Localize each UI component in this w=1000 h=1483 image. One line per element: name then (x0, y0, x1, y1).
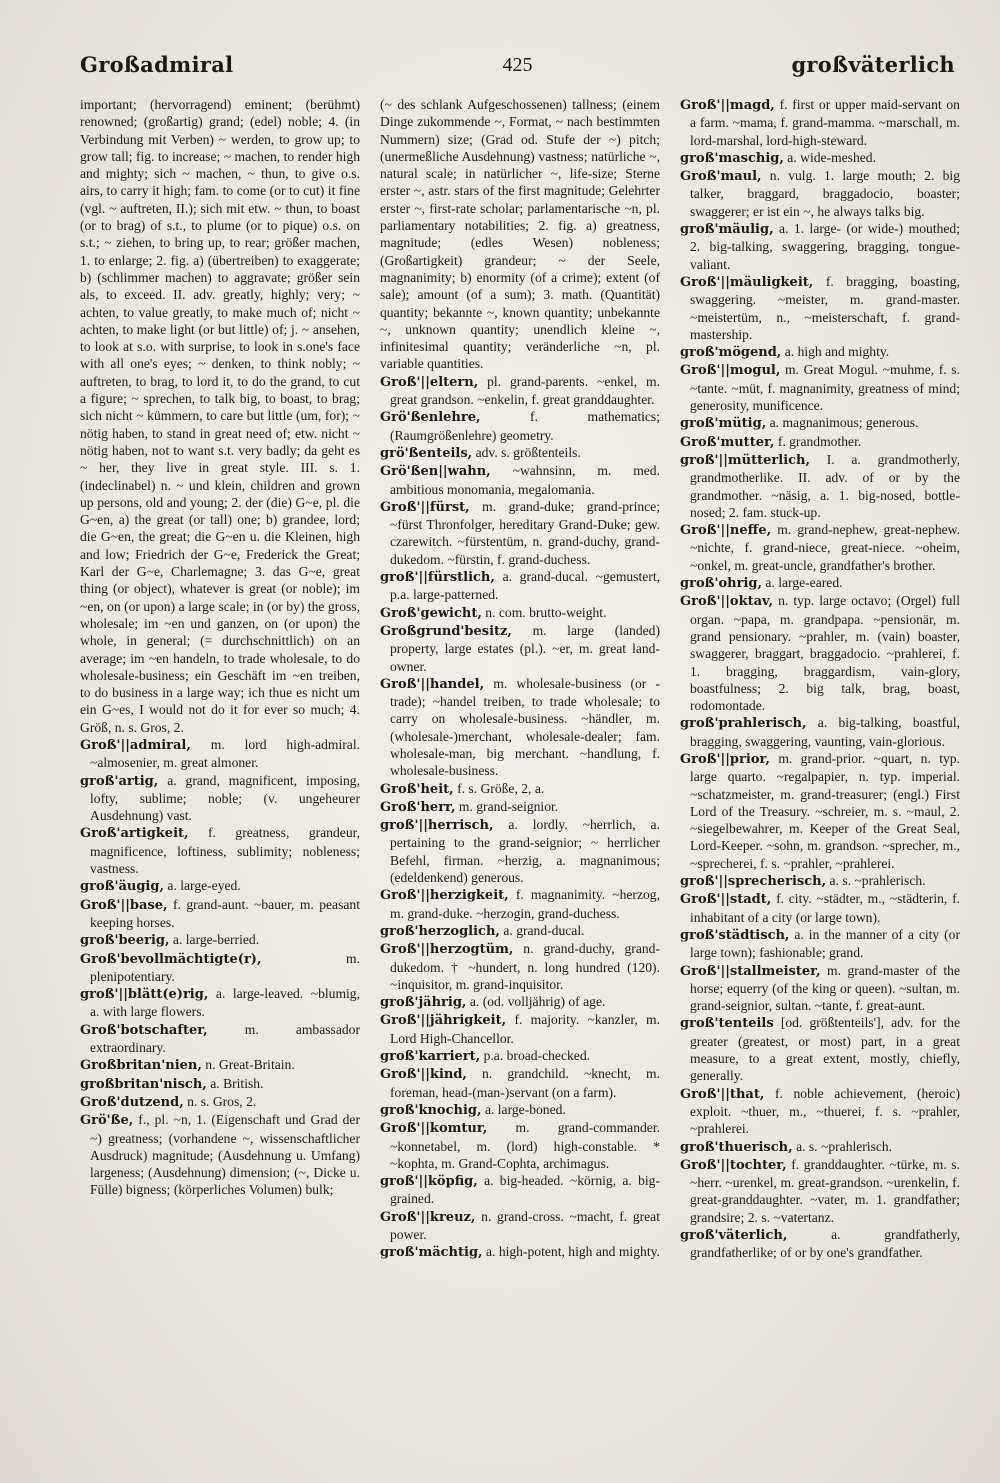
dictionary-entry (380, 1208, 660, 1244)
entry-definition: f. city. ~städter, m., ~städterin, f. inhabitant of a city (or large town). (690, 891, 960, 925)
entry-headword: groß'mütig, (680, 416, 767, 432)
entry-definition: n. grand-cross. ~macht, f. great power. (390, 1208, 660, 1242)
dictionary-entry (680, 149, 960, 167)
entry-definition: f. magnanimity. ~herzog, m. grand-duke. ~herzogin, grand-duchess. (390, 887, 660, 921)
dictionary-entry (80, 877, 360, 895)
dictionary-entry (380, 1011, 660, 1047)
entry-headword: Groß'||fürst, (380, 499, 470, 515)
entry-headword: groß'herzoglich, (380, 923, 500, 939)
entry-definition: f. mathematics; (Raumgrößenlehre) geometry. (390, 409, 660, 443)
entry-headword: groß'tenteils (680, 1016, 774, 1032)
dictionary-entry (380, 1119, 660, 1172)
dictionary-entry (680, 1226, 960, 1262)
entry-definition: a. grand, magnificent, imposing, lofty, sublime; noble; (v. ungeheurer Ausdehnung) vast. (90, 772, 360, 824)
entry-headword: Groß'||neffe, (680, 523, 772, 539)
dictionary-entry (680, 1138, 960, 1156)
dictionary-entry (380, 498, 660, 568)
dictionary-entry (380, 993, 660, 1011)
dictionary-entry (380, 922, 660, 940)
column-middle (380, 96, 660, 1426)
dictionary-entry (680, 343, 960, 361)
entry-definition: [od. größtenteils'], adv. for the greater (greatest, or most) part, in a great measure, to a great extent, mostly, chiefly, generally. (690, 1015, 960, 1084)
dictionary-columns (80, 96, 960, 1426)
entry-headword: Groß'||tochter, (680, 1157, 787, 1173)
entry-definition: a. large-boned. (484, 1101, 566, 1117)
entry-headword: Grö'ßen||wahn, (380, 464, 491, 480)
dictionary-entry (80, 950, 360, 986)
entry-headword: groß'||mütterlich, (680, 452, 811, 468)
entry-definition: m. lord high-admiral. ~almosenier, m. great almoner. (90, 736, 360, 771)
entry-definition: a. large-berried. (172, 932, 260, 948)
entry-definition: p.a. broad-checked. (483, 1048, 591, 1064)
entry-headword: groß'jährig, (380, 995, 467, 1011)
dictionary-entry (380, 444, 660, 462)
dictionary-entry (680, 714, 960, 750)
entry-definition: a. high-potent, high and mighty. (485, 1244, 660, 1260)
entry-definition: (~ des schlank Aufgeschossenen) tallness; (einem Dinge zukommende ~, Format, ~ nach bestimmten Nummern) size; (Grad od. Stufe der ~) pitch; (unermeßliche Ausdehnung) vastness; natürliche ~, natural scale; in natürlicher ~, life-size; Sterne erster ~, astr. stars of the first magnitude; Gelehrter erster ~, first-rate scholar; parlamentarische ~n, pl. parliamentary notabilities; 2. fig. a) greatness, magnitude; (edles Wesen) nobleness; (Großartigkeit) grandeur; ~ der Seele, magnanimity; b) enormity (of a crime); extent (of sale); amount (of a sum); 3. math. (Quantität) quantity; bekannte ~, known quantity; unbekannte ~, unknown quantity; unendlich kleine ~, infinitesimal quantity; veränderliche ~n, pl. variable quantities. (380, 97, 660, 372)
entry-definition: n. Great-Britain. (205, 1057, 295, 1073)
dictionary-entry (680, 167, 960, 220)
entry-headword: groß'||sprecherisch, (680, 874, 827, 890)
entry-headword: Groß'||eltern, (380, 374, 479, 390)
entry-definition: a. s. ~prahlerisch. (829, 873, 926, 889)
entry-definition: a. 1. large- (or wide-) mouthed; 2. big-talking, swaggering, bragging, tongue-valiant. (690, 221, 960, 272)
dictionary-entry (80, 1093, 360, 1111)
entry-headword: Groß'||oktav, (680, 594, 774, 610)
entry-definition: I. a. grandmotherly, grandmotherlike. II. adv. of or by the grandmother. ~näsig, a. 1. big-nosed, bottle-nosed; 2. fam. stuck-up. (690, 451, 960, 520)
dictionary-entry (680, 926, 960, 962)
entry-definition: a. high and mighty. (784, 344, 890, 360)
entry-definition: a. s. ~prahlerisch. (796, 1138, 893, 1154)
dictionary-entry (380, 96, 660, 373)
entry-definition: f. s. Größe, 2, a. (457, 780, 545, 796)
entry-headword: groß'prahlerisch, (680, 716, 807, 732)
entry-definition: f. granddaughter. ~türke, m. s. ~herr. ~urenkel, m. great-grandson. ~urenkelin, f. great-granddaughter. ~vater, m. 1. grandfather; grandsire; 2. s. ~vatertanz. (690, 1156, 960, 1225)
entry-headword: Groß'||base, (80, 897, 168, 913)
entry-headword: Groß'||stadt, (680, 892, 772, 908)
entry-headword: Groß'||mogul, (680, 363, 781, 379)
dictionary-entry (80, 96, 360, 736)
entry-headword: groß'||blätt(e)rig, (80, 987, 209, 1003)
entry-definition: m. grand-nephew, great-nephew. ~nichte, f. grand-niece, great-niece. ~oheim, ~onkel, m. great-uncle, grandfather's brother. (690, 522, 960, 573)
dictionary-entry (80, 1021, 360, 1057)
dictionary-entry (680, 433, 960, 451)
dictionary-entry (80, 824, 360, 877)
running-header (80, 52, 955, 88)
entry-headword: groß'mächtig, (380, 1245, 483, 1261)
entry-definition: f. majority. ~kanzler, m. Lord High-Chancellor. (390, 1012, 660, 1046)
entry-definition: f. grand-aunt. ~bauer, m. peasant keeping horses. (90, 896, 360, 930)
entry-definition: a. big-headed. ~körnig, a. big-grained. (390, 1173, 660, 1207)
dictionary-entry (680, 750, 960, 872)
dictionary-entry (680, 361, 960, 414)
entry-headword: Groß'||mäuligkeit, (680, 274, 814, 290)
entry-headword: Groß'maul, (680, 169, 762, 185)
dictionary-entry (80, 772, 360, 825)
entry-definition: n. vulg. 1. large mouth; 2. big talker, braggard, braggadocio, boaster; swaggerer; er ist ein ~, he always talks big. (690, 168, 960, 219)
entry-headword: Großgrund'besitz, (380, 623, 512, 639)
dictionary-entry (380, 604, 660, 622)
entry-definition: m. plenipotentiary. (90, 950, 360, 984)
dictionary-entry (680, 1156, 960, 1226)
entry-headword: Groß'||kind, (380, 1067, 467, 1083)
entry-headword: Groß'mutter, (680, 434, 775, 450)
dictionary-entry (380, 408, 660, 444)
entry-headword: Groß'||herzogtüm, (380, 942, 514, 958)
entry-definition: a. grandfatherly, grandfatherlike; of or by one's grandfather. (690, 1227, 960, 1261)
dictionary-entry (80, 931, 360, 949)
entry-definition: n. com. brutto-weight. (485, 604, 607, 620)
entry-headword: groß'||fürstlich, (380, 570, 495, 586)
entry-definition: m. ambassador extraordinary. (90, 1021, 360, 1056)
dictionary-entry (680, 872, 960, 890)
dictionary-entry (680, 574, 960, 592)
left-running-headword: Großadmiral (80, 52, 234, 77)
entry-headword: großbritan'nisch, (80, 1076, 207, 1092)
entry-definition: m. wholesale-business (or -trade); ~handel treiben, to trade wholesale; to carry on wholesale-business. ~händler, m. (wholesale-)merchant, wholesale-dealer; fam. wholesale-man, big merchant. ~handlung, f. wholesale-business. (390, 675, 660, 779)
entry-definition: a. in the manner of a city (or large town); fashionable; grand. (690, 926, 960, 961)
entry-headword: Grö'ße, (80, 1113, 134, 1129)
entry-headword: Groß'||handel, (380, 676, 485, 692)
entry-definition: a. large-eyed. (167, 878, 241, 894)
dictionary-entry (680, 414, 960, 432)
entry-headword: Groß'||that, (680, 1086, 765, 1102)
entry-definition: m. grand-master of the horse; equerry (of the king or queen). ~sultan, m. grand-seignior, sultan. ~tante, f. great-aunt. (690, 962, 960, 1014)
entry-headword: Groß'||stallmeister, (680, 963, 821, 979)
entry-headword: grö'ßenteils, (380, 445, 473, 461)
entry-definition: important; (hervorragend) eminent; (berühmt) renowned; (großartig) grand; (edel) noble; 4. (in Verbindung mit Verben) ~ werden, to grow up; to grow tall; fig. to increase; ~ machen, to render high and mighty; sich ~ machen, ~ thun, to give o.s. airs, to carry it high; fam. to come (or to cut) it fine (vgl. ~ auftreten, II.); sich mit etw. ~ thun, to boast (or to brag) of s.t., to plume (or to pique) o.s. on s.t.; ~ ziehen, to bring up, to rear; größer machen, 1. to enlarge; 2. fig. a) (übertreiben) to exaggerate; b) (schlimmer machen) to aggravate; größer sein als, to exceed. II. adv. greatly, highly; very; ~ achten, to value greatly, to make much of; nicht ~ achten, to make light (or but little) of; j. ~ ansehen, to look at s.o. with surprise, to look in s.one's face with all one's eyes; ~ denken, to think nobly; ~ auftreten, to brag, to lord it, to do the grand, to cut a figure; ~ sprechen, to talk big, to boast, to brag; sich nicht ~ kümmern, to care but little (um, for); ~ nötig haben, to stand in great need of; etw. nicht ~ nötig haben, not to want s.t. very badly; da geht es ~ her, they live in great style. III. s. 1. (indeclinabel) n. ~ und klein, children and grown up persons, old and young; 2. der (die) G~e, pl. die G~en, a) the great (or tall) one; b) grandee, lord; die G~en, the great; die G~en u. die Kleinen, high and low; Friedrich der G~e, Frederick the Great; Karl der G~e, Charlemagne; 3. das G~e, great thing (or object), whatever is great (or noble); im ~en, on (or upon) a large scale; in (or by) the gross, wholesale; im ~en und ganzen, on (or upon) the whole, in general; (= durchschnittlich) on an average; im ~en handeln, to trade wholesale, to do wholesale-business; ein Geschäft im ~en treiben, to do business in a large way; ich thue es nicht um ein G~es, I would not do it for ever so much; 4. Größ, n. s. Gros, 2. (80, 97, 360, 735)
dictionary-entry (380, 1065, 660, 1101)
dictionary-entry (380, 886, 660, 922)
page-number: 425 (502, 54, 533, 76)
entry-definition: a. wide-meshed. (787, 149, 877, 165)
dictionary-entry (380, 675, 660, 780)
entry-headword: groß'städtisch, (680, 927, 790, 943)
dictionary-entry (80, 985, 360, 1021)
entry-definition: m. grand-seignior. (458, 798, 559, 814)
column-left (80, 96, 360, 1426)
entry-headword: Groß'gewicht, (380, 605, 482, 621)
entry-definition: m. grand-commander. ~konnetabel, m. (lord) high-constable. * ~kophta, m. Grand-Cophta, archimagus. (390, 1120, 660, 1171)
entry-definition: a. grand-ducal. (503, 922, 585, 938)
entry-headword: Groß'||magd, (680, 98, 775, 113)
entry-definition: m. grand-duke; grand-prince; ~fürst Thronfolger, hereditary Grand-Duke; gew. czarewitch. ~fürstentüm, n. grand-duchy, grand-dukedom. ~fürstin, f. grand-duchess. (390, 498, 660, 567)
entry-headword: groß'mäulig, (680, 222, 774, 238)
right-running-headword: großväterlich (791, 52, 955, 77)
entry-headword: groß'||herrisch, (380, 818, 494, 834)
dictionary-entry (680, 273, 960, 343)
entry-definition: n. grand-duchy, grand-dukedom. † ~hundert, n. long hundred (120). ~inquisitor, m. grand-inquisitor. (390, 941, 660, 992)
dictionary-entry (380, 816, 660, 886)
entry-headword: groß'knochig, (380, 1102, 482, 1118)
entry-definition: a. British. (210, 1075, 264, 1091)
entry-definition: a. grand-ducal. ~gemustert, p.a. large-patterned. (390, 569, 660, 603)
dictionary-entry (680, 1085, 960, 1138)
dictionary-entry (680, 890, 960, 926)
dictionary-entry (380, 1243, 660, 1261)
dictionary-entry (380, 568, 660, 604)
dictionary-entry (380, 622, 660, 675)
entry-headword: Groß'||prior, (680, 751, 770, 767)
entry-definition: a. (od. volljährig) of age. (469, 994, 606, 1010)
dictionary-entry (380, 373, 660, 409)
entry-definition: f. first or upper maid-servant on a farm. ~mama, f. grand-mamma. ~marschall, m. lord-marshal, lord-high-steward. (690, 97, 960, 148)
entry-definition: f. noble achievement, (heroic) exploit. ~thuer, m., ~thuerei, f. s. ~prahler, ~prahlerei. (690, 1085, 960, 1137)
entry-definition: a. large-leaved. ~blumig, a. with large flowers. (90, 986, 360, 1020)
dictionary-entry (680, 1014, 960, 1084)
entry-headword: Groß'||herzigkeit, (380, 888, 509, 904)
entry-definition: m. Great Mogul. ~muhme, f. s. ~tante. ~müt, f. magnanimity, greatness of mind; generosity, munificence. (690, 362, 960, 414)
entry-headword: groß'mögend, (680, 345, 782, 361)
dictionary-entry (80, 1075, 360, 1093)
entry-headword: groß'artig, (80, 773, 159, 789)
entry-headword: groß'beerig, (80, 933, 170, 949)
dictionary-entry (80, 736, 360, 772)
dictionary-entry (680, 96, 960, 149)
dictionary-entry (380, 1101, 660, 1119)
dictionary-entry (380, 940, 660, 993)
dictionary-entry (380, 462, 660, 498)
entry-headword: groß'thuerisch, (680, 1139, 793, 1155)
entry-headword: groß'äugig, (80, 879, 164, 895)
entry-headword: Groß'dutzend, (80, 1094, 184, 1110)
entry-definition: n. grandchild. ~knecht, m. foreman, head-(man-)servant (on a farm). (390, 1066, 660, 1100)
dictionary-entry (680, 962, 960, 1015)
entry-definition: n. typ. large octavo; (Orgel) full organ. ~papa, m. grandpapa. ~pensionär, m. grand pensionary. ~prahler, m. (vain) boaster, swaggerer, braggart, braggadocio. ~prahlerei, f. 1. bragging, braggardism, vain-glory, boastfulness; 2. big talk, brag, boast, rodomontade. (690, 593, 960, 714)
entry-headword: groß'ohrig, (680, 576, 762, 592)
dictionary-entry (80, 1056, 360, 1074)
entry-headword: Groß'bevollmächtigte(r), (80, 951, 262, 967)
dictionary-entry (680, 521, 960, 574)
entry-definition: m. grand-prior. ~quart, n. typ. large quarto. ~regalpapier, n. typ. imperial. ~schatzmeister, m. grand-treasurer; (engl.) First Lord of the Treasury. ~schreier, m. s. ~maul, 2. ~siegelbewahrer, m. Keeper of the Great Seal, Lord-Keeper. ~sohn, m. grandson. ~sprecher, m., ~sprecherei, f. s. ~prahler, ~prahlerei. (690, 750, 960, 871)
entry-headword: groß'||köpfig, (380, 1174, 478, 1190)
dictionary-entry (380, 1172, 660, 1208)
entry-definition: a. magnanimous; generous. (769, 415, 919, 431)
entry-definition: f. grandmother. (777, 433, 862, 449)
entry-definition: f. greatness, grandeur, magnificence, loftiness, sublimity; nobleness; vastness. (90, 825, 360, 877)
entry-headword: groß'maschig, (680, 150, 784, 166)
entry-definition: a. big-talking, boastful, bragging, swaggering, vaunting, vain-glorious. (690, 715, 960, 749)
entry-headword: Groß'botschafter, (80, 1022, 208, 1038)
entry-headword: Großbritan'nien, (80, 1058, 202, 1074)
dictionary-entry (380, 1047, 660, 1065)
entry-definition: n. s. Gros, 2. (187, 1093, 257, 1109)
entry-definition: pl. grand-parents. ~enkel, m. great grandson. ~enkelin, f. great granddaughter. (390, 373, 660, 408)
entry-headword: Groß'||jährigkeit, (380, 1013, 507, 1029)
entry-definition: a. large-eared. (765, 575, 843, 591)
entry-headword: groß'väterlich, (680, 1228, 788, 1243)
entry-headword: Groß'||kreuz, (380, 1209, 476, 1225)
entry-definition: f., pl. ~n, 1. (Eigenschaft und Grad der ~) greatness; (vorhandene ~, wissenschaftlicher Ausdruck) magnitude; (Ausdehnung u. Umfang) largeness; (Ausdehnung) dimension; (~, Dicke u. Fülle) bigness; (körperliches Volumen) bulk; (90, 1112, 360, 1198)
dictionary-entry (680, 451, 960, 521)
dictionary-entry (80, 896, 360, 932)
dictionary-entry (380, 780, 660, 798)
entry-definition: adv. s. größtenteils. (475, 444, 581, 460)
entry-headword: groß'karriert, (380, 1049, 481, 1065)
entry-definition: f. bragging, boasting, swaggering. ~meister, m. grand-master. ~meistertüm, n., ~meisterschaft, f. grand-mastership. (690, 273, 960, 342)
entry-headword: Groß'heit, (380, 781, 454, 797)
dictionary-entry (380, 798, 660, 816)
entry-definition: a. lordly. ~herrlich, a. pertaining to the grand-seignior; ~ herrlicher Befehl, firman. ~herzig, a. magnanimous; (edeldenkend) generous. (390, 817, 660, 886)
entry-headword: Groß'||komtur, (380, 1121, 488, 1137)
entry-headword: Groß'artigkeit, (80, 826, 189, 842)
dictionary-entry (680, 220, 960, 273)
entry-headword: Grö'ßenlehre, (380, 410, 481, 426)
dictionary-entry (680, 592, 960, 714)
entry-headword: Groß'||admiral, (80, 737, 191, 753)
entry-headword: Groß'herr, (380, 799, 456, 815)
column-right (680, 96, 960, 1426)
entry-definition: ~wahnsinn, m. med. ambitious monomania, megalomania. (390, 463, 660, 497)
dictionary-entry (80, 1111, 360, 1198)
entry-definition: m. large (landed) property, large estates (pl.). ~er, m. great land-owner. (390, 622, 660, 674)
